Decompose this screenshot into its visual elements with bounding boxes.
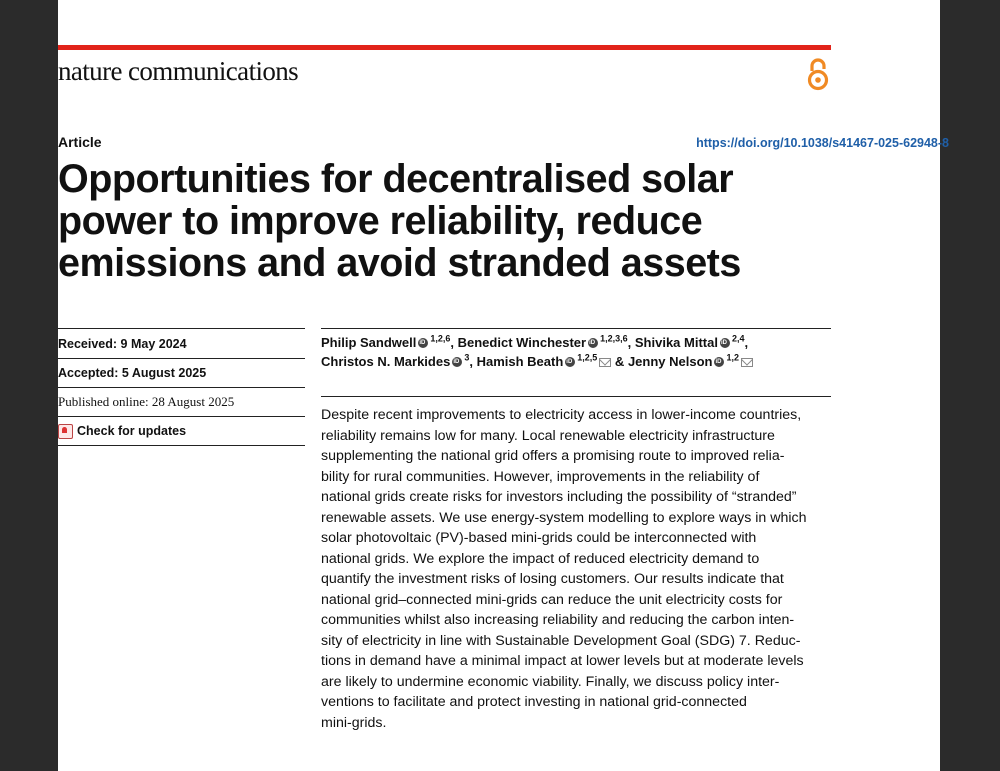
author[interactable]: Philip SandwelliD $^{1,2,6}$ <box>321 335 450 350</box>
check-for-updates-button[interactable] <box>58 417 305 446</box>
orcid-icon[interactable] <box>418 338 428 348</box>
abstract-line: reliability remains low for many. Local renewable electricity infrastructure <box>321 427 775 444</box>
abstract-line: national grids create risks for investors including the possibility of “stranded” <box>321 489 797 505</box>
author[interactable]: Shivika MittaliD $^{2,4}$ <box>635 335 745 350</box>
author[interactable]: Christos N. MarkidesiD $^3$ <box>321 354 469 369</box>
abstract-line: mini-grids. <box>321 714 387 731</box>
author-list: Philip SandwelliD $^{1,2,6}$, Benedict WinchesteriD $^{1,2,3,6}$, Shivika MittaliD $^{2,4}$, Christos N. MarkidesiD $^3$, Hamish BeathiD $^{1,2,5}$ & Jenny NelsoniD $^{1,2}$ <box>321 333 841 371</box>
orcid-icon[interactable] <box>565 357 575 367</box>
abstract-line: communities whilst also increasing reliability and reducing the carbon inten- <box>321 612 795 628</box>
orcid-icon[interactable] <box>720 338 730 348</box>
email-icon[interactable] <box>599 358 611 367</box>
journal-accent-bar <box>58 45 831 50</box>
abstract-divider <box>321 396 831 397</box>
orcid-icon[interactable] <box>452 357 462 367</box>
orcid-icon[interactable] <box>714 357 724 367</box>
orcid-icon[interactable] <box>588 338 598 348</box>
abstract <box>321 405 833 733</box>
article-history <box>58 330 305 446</box>
check-for-updates-label: Check for updates <box>77 424 187 438</box>
history-top-divider <box>58 328 305 329</box>
accepted-date: Accepted: 5 August 2025 <box>58 359 305 388</box>
check-updates-icon <box>58 424 73 439</box>
abstract-line: are likely to undermine economic viability. Finally, we discuss policy inter- <box>321 673 780 690</box>
doi-link[interactable]: https://doi.org/10.1038/s41467-025-62948-8 <box>696 136 949 150</box>
abstract-line: Despite recent improvements to electricity access in lower-income countries, <box>321 407 802 423</box>
author[interactable]: Hamish BeathiD $^{1,2,5}$ <box>477 354 612 369</box>
author[interactable]: Benedict WinchesteriD $^{1,2,3,6}$ <box>458 335 628 350</box>
journal-name[interactable]: nature communications <box>58 56 299 86</box>
abstract-line: quantify the investment risks of losing customers. Our results indicate that <box>321 571 784 587</box>
author[interactable]: Jenny NelsoniD $^{1,2}$ <box>628 354 753 369</box>
published-date: Published online: 28 August 2025 <box>58 388 305 417</box>
abstract-line: supplementing the national grid offers a promising route to improved relia- <box>321 448 785 464</box>
article-type-label: Article <box>58 134 102 150</box>
received-date: Received: 9 May 2024 <box>58 330 305 359</box>
abstract-line: bility for rural communities. However, improvements in the reliability of <box>321 468 760 485</box>
open-access-icon[interactable] <box>806 56 830 92</box>
abstract-line: national grids. We explore the impact of reduced electricity demand to <box>321 550 760 567</box>
authors-top-divider <box>321 328 831 329</box>
email-icon[interactable] <box>741 358 753 367</box>
abstract-line: solar photovoltaic (PV)-based mini-grids could be interconnected with <box>321 530 757 546</box>
article-title: Opportunities for decentralised solar power to improve reliability, reduce emissions and avoid stranded assets <box>58 157 741 285</box>
abstract-line: tions in demand have a minimal impact at lower levels but at moderate levels <box>321 653 804 669</box>
abstract-line: national grid–connected mini-grids can reduce the unit electricity costs for <box>321 591 783 608</box>
abstract-line: renewable assets. We use energy-system modelling to explore ways in which <box>321 509 807 526</box>
abstract-line: sity of electricity in line with Sustainable Development Goal (SDG) 7. Reduc- <box>321 632 801 649</box>
abstract-line: ventions to facilitate and protect investing in national grid-connected <box>321 694 747 710</box>
